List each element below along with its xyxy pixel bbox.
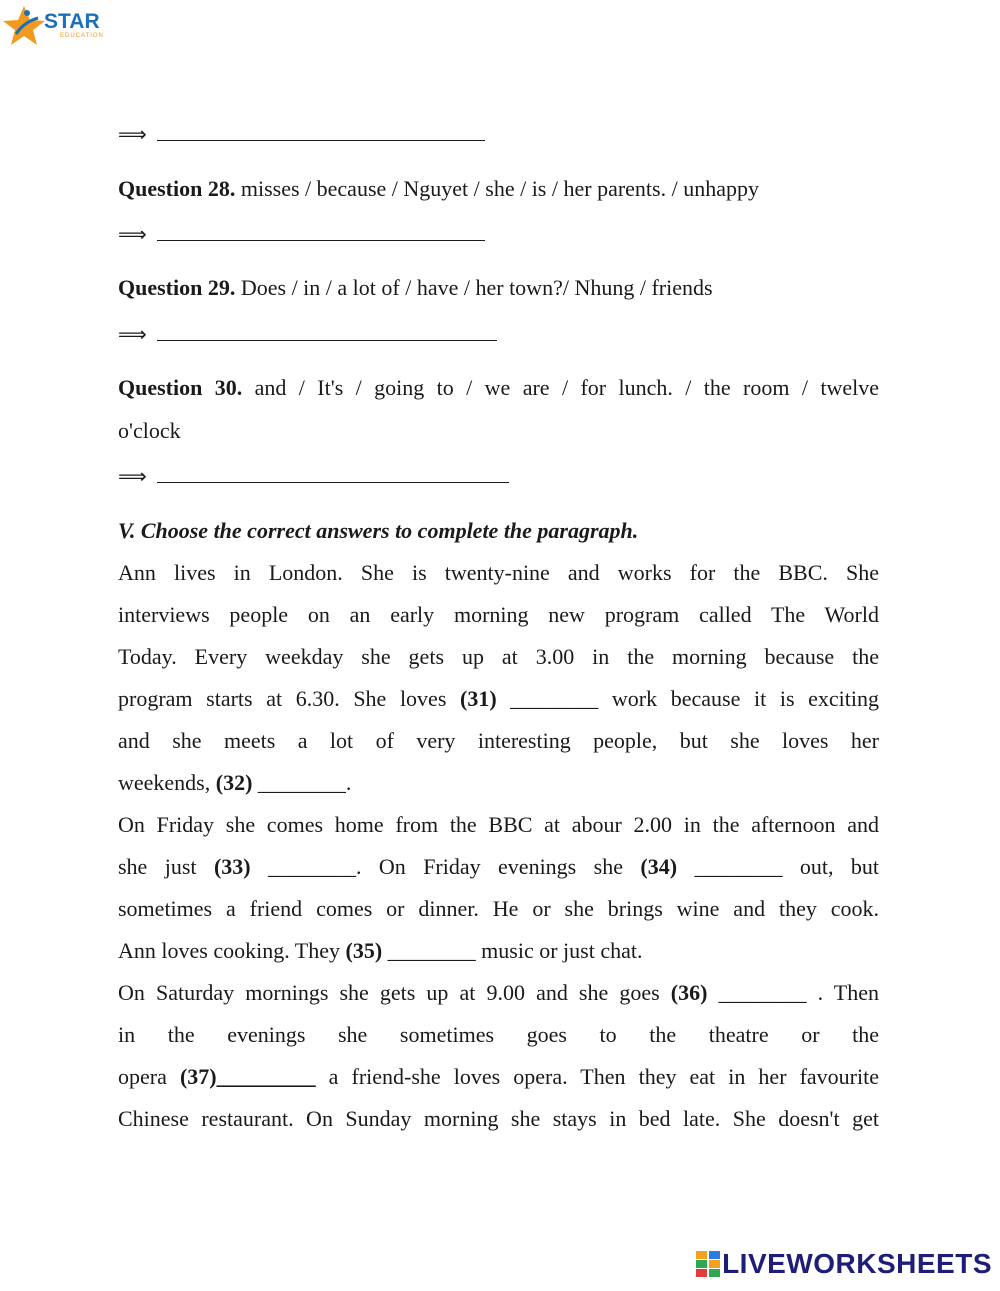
answer-row-28	[118, 218, 879, 249]
blank-37[interactable]: (37)_________	[179, 1064, 316, 1089]
paragraph-line	[118, 936, 879, 966]
paragraph-line	[118, 768, 879, 798]
text: ________ work because it is exciting	[510, 686, 879, 711]
blank-35[interactable]: (35)	[345, 938, 383, 963]
arrow-icon: ⟹	[118, 464, 147, 488]
question-30	[118, 373, 879, 403]
paragraph-line: On Friday she comes home from the BBC at abour 2.00 in the afternoon and	[118, 812, 879, 837]
question-28	[118, 174, 879, 204]
paragraph-line	[118, 1062, 879, 1092]
paragraph-line: and she meets a lot of very interesting people, but she loves her	[118, 728, 879, 753]
text: Ann loves cooking. They	[118, 938, 341, 963]
question-29	[118, 273, 879, 303]
paragraph-line: interviews people on an early morning new program called The World	[118, 602, 879, 627]
answer-row-27	[118, 118, 879, 149]
section-heading: V. Choose the correct answers to complete the paragraph.	[118, 518, 639, 543]
liveworksheets-logo	[696, 1247, 992, 1281]
answer-input-30[interactable]	[157, 460, 509, 483]
paragraph-line: Chinese restaurant. On Sunday morning she stays in bed late. She doesn't get	[118, 1106, 879, 1131]
text: weekends,	[118, 770, 211, 795]
liveworksheets-blocks-icon	[696, 1249, 722, 1279]
text: ________. On Friday evenings she	[268, 854, 623, 879]
blank-31[interactable]: (31)	[460, 686, 497, 711]
question-label: Question 29.	[118, 275, 236, 300]
paragraph-line: in the evenings she sometimes goes to the theatre or the	[118, 1022, 879, 1047]
text: ________ out, but	[694, 854, 879, 879]
answer-input-27[interactable]	[157, 118, 485, 141]
paragraph-line: Ann lives in London. She is twenty-nine and works for the BBC. She	[118, 560, 879, 585]
logo-sub: EDUCATION	[60, 33, 104, 39]
arrow-icon: ⟹	[118, 122, 147, 146]
answer-input-29[interactable]	[157, 318, 497, 341]
blank-32[interactable]: (32)	[215, 770, 253, 795]
text: ________ music or just chat.	[387, 938, 643, 963]
answer-row-29	[118, 318, 879, 349]
text: ________.	[257, 770, 352, 795]
logo-brand: STAR	[44, 10, 100, 33]
answer-row-30	[118, 460, 879, 491]
paragraph-line: sometimes a friend comes or dinner. He or she brings wine and they cook.	[118, 896, 879, 921]
question-text: o'clock	[118, 418, 181, 443]
question-label: Question 28.	[118, 176, 236, 201]
star-education-logo	[2, 4, 112, 50]
paragraph-line: Today. Every weekday she gets up at 3.00 in the morning because the	[118, 644, 879, 669]
paragraph-line	[118, 684, 879, 714]
blank-34[interactable]: (34)	[640, 854, 678, 879]
answer-input-28[interactable]	[157, 218, 485, 241]
question-label: Question 30.	[118, 375, 243, 400]
question-text: Does / in / a lot of / have / her town?/ Nhung / friends	[240, 275, 713, 300]
question-text: and / It's / going to / we are / for lunch. / the room / twelve	[254, 375, 879, 400]
arrow-icon: ⟹	[118, 322, 147, 346]
blank-36[interactable]: (36)	[670, 980, 708, 1005]
question-text: misses / because / Nguyet / she / is / her parents. / unhappy	[240, 176, 759, 201]
text: opera	[118, 1064, 167, 1089]
arrow-icon: ⟹	[118, 222, 147, 246]
text: she just	[118, 854, 197, 879]
blank-33[interactable]: (33)	[213, 854, 251, 879]
text: On Saturday mornings she gets up at 9.00 and she goes	[118, 980, 660, 1005]
text: program starts at 6.30. She loves	[118, 686, 447, 711]
question-30-cont	[118, 416, 879, 446]
text: ________ . Then	[718, 980, 880, 1005]
paragraph-line	[118, 852, 879, 882]
footer-brand: LIVEWORKSHEETS	[722, 1248, 992, 1279]
paragraph-line	[118, 978, 879, 1008]
text: a friend-she loves opera. Then they eat in her favourite	[328, 1064, 879, 1089]
